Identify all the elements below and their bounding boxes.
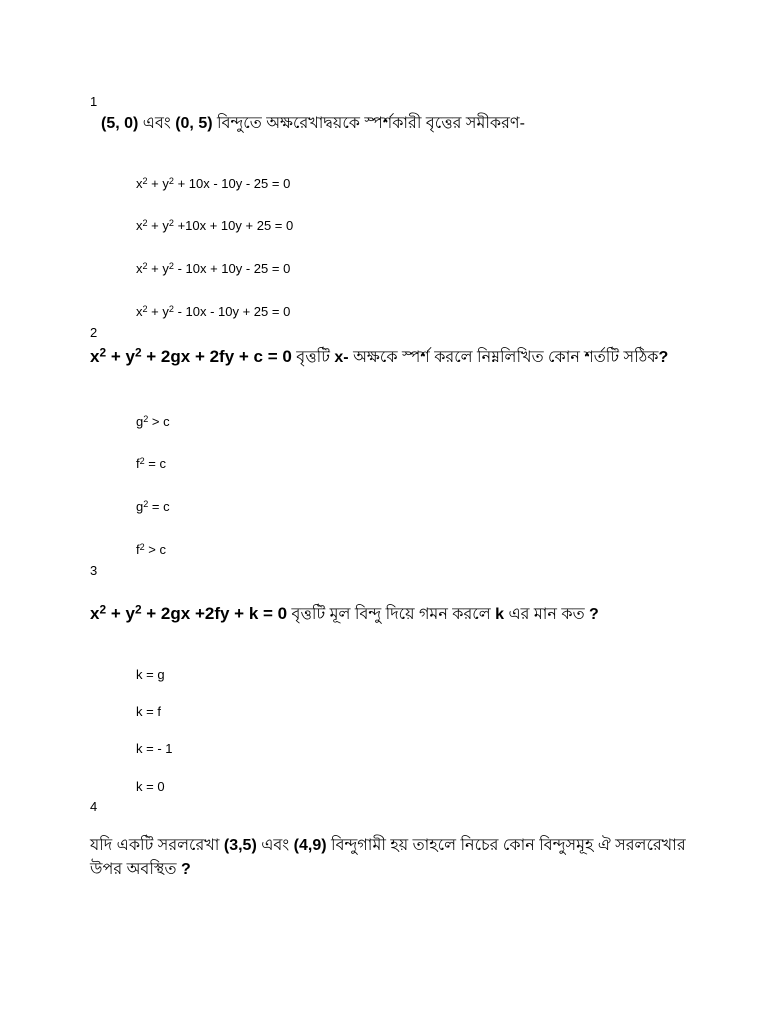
stem-text: বিন্দুতে অক্ষরেখাদ্বয়কে স্পর্শকারী বৃত্তের সমীকরণ- [212,115,525,132]
option-3d[interactable]: k = 0 [136,779,165,794]
option-2c[interactable]: $g^2 = c$ [136,498,170,514]
stem-text: এবং [138,115,176,132]
option-1d[interactable]: $x^2 + y^2 - 10x - 10y + 25 = 0$ [136,303,291,319]
equation: $x^2 + y^2 + 2gx +2fy + k = 0$ [90,602,288,623]
question-number-3: 3 [90,563,98,578]
question-stem-3: $x^2 + y^2 + 2gx +2fy + k = 0$ বৃত্তটি মূল বিন্দু দিয়ে গমন করলে k এর মান কত ? [90,602,599,623]
question-number-4: 4 [90,799,98,814]
question-stem-4: যদি একটি সরলরেখা (3,5) এবং (4,9) বিন্দুগামী হয় তাহলে নিচের কোন বিন্দুসমূহ ঐ সরলরেখার উপর অবস্থিত ? [90,837,686,878]
option-1b[interactable]: $x^2 + y^2 +10x + 10y + 25 = 0$ [136,217,294,233]
option-3b[interactable]: k = f [136,704,161,719]
question-stem-2: $x^2 + y^2 + 2gx + 2fy + c = 0$ বৃত্তটি x- অক্ষকে স্পর্শ করলে নিম্নলিখিত কোন শর্তটি সঠিক? [90,345,669,366]
option-1c[interactable]: $x^2 + y^2 - 10x + 10y - 25 = 0$ [136,260,291,276]
option-3c[interactable]: k = - 1 [136,741,173,756]
question-number-1: 1 [90,94,98,109]
option-2b[interactable]: $f^2 = c$ [136,455,167,471]
question-stem-1 [101,112,708,136]
option-3a[interactable]: k = g [136,667,165,682]
point-b: (0, 5) [175,115,213,132]
option-1a[interactable]: $x^2 + y^2 + 10x - 10y - 25 = 0$ [136,175,291,191]
option-2d[interactable]: $f^2 > c$ [136,541,167,557]
equation: $x^2 + y^2 + 2gx + 2fy + c = 0$ [90,345,292,366]
question-number-2: 2 [90,325,98,340]
option-2a[interactable]: $g^2 > c$ [136,413,170,429]
point-a: (5, 0) [101,115,139,132]
